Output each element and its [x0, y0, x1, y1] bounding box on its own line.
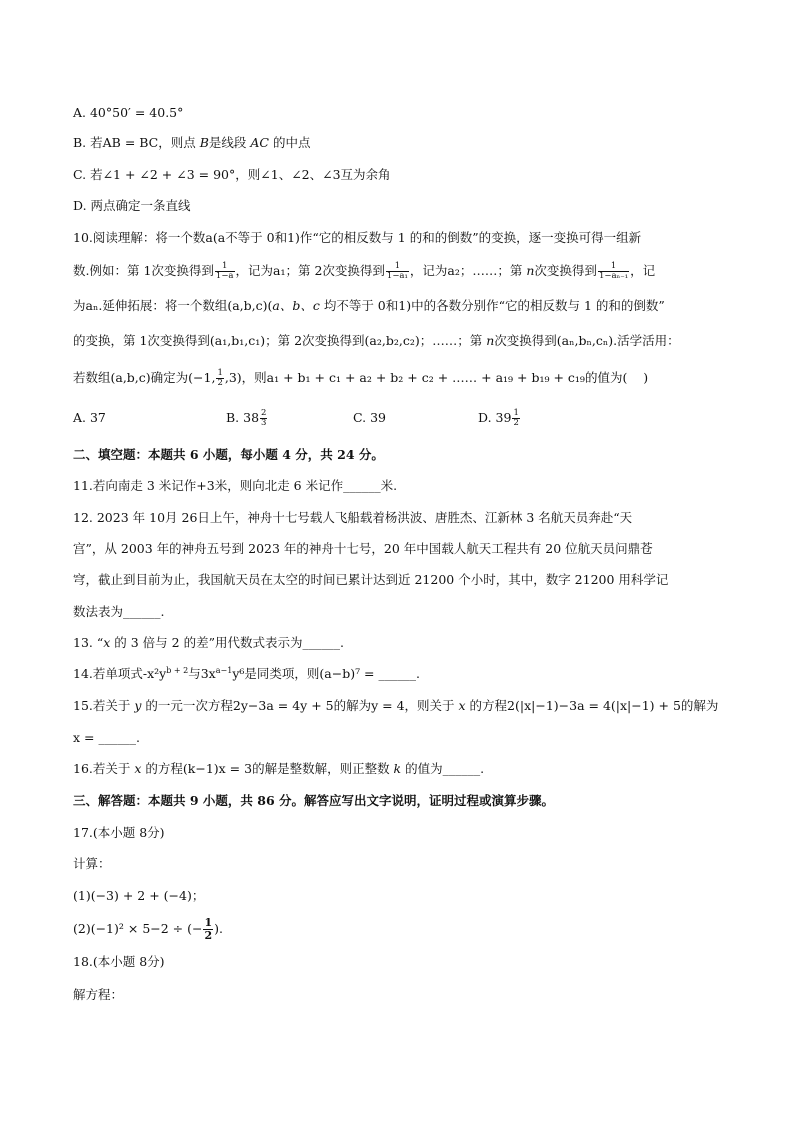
numerator: 1: [217, 368, 223, 378]
italic-var: a、b、c: [272, 298, 320, 313]
numerator: 1: [215, 262, 235, 272]
italic-var: n: [486, 333, 495, 348]
text: 为aₙ.延伸拓展：将一个数组(a,b,c)(: [73, 298, 273, 313]
text: ,3)，则a₁ + b₁ + c₁ + a₂ + b₂ + c₂ + …… + a₁₉ + b₁₉ + c₁₉的值为( ): [224, 370, 649, 385]
text: 与3x: [188, 666, 216, 681]
text: 的中点: [269, 135, 311, 150]
numerator: 1: [513, 408, 519, 418]
q15-line-2: x = ______.: [73, 730, 140, 745]
q10-line-1: 10.阅读理解：将一个数a(a不等于 0和1)作“它的相反数与 1 的和的倒数”的变换，逐一变换可得一组新: [73, 230, 642, 245]
italic-var: B: [199, 135, 209, 150]
text: 的变换，第 1次变换得到(a₁,b₁,c₁)；第 2次变换得到(a₂,b₂,c₂)；……；第: [73, 333, 487, 348]
text: 次变换得到(aₙ,bₙ,cₙ).活学活用：: [494, 333, 680, 348]
text: 13. “: [73, 635, 104, 650]
fraction: [386, 262, 409, 281]
q10-line-5: [73, 367, 648, 389]
exponent: a−1: [215, 666, 233, 675]
q9-option-d: D. 两点确定一条直线: [73, 198, 191, 213]
q16: [73, 758, 484, 780]
q10-option-a: A. 37: [73, 410, 106, 425]
section-2-heading: 二、填空题：本题共 6 小题，每小题 4 分，共 24 分。: [73, 447, 384, 462]
q10-option-b: [226, 407, 268, 429]
text: 均不等于 0和1)中的各数分别作“它的相反数与 1 的和的倒数”: [319, 298, 665, 313]
denominator: 2: [204, 929, 213, 942]
text: (2)(−1)² × 5−2 ÷ (−: [73, 921, 203, 936]
fraction: [203, 917, 213, 942]
q15-line-1: [73, 695, 718, 717]
text: B. 38: [226, 410, 260, 425]
text: 的方程2(|x|−1)−3a = 4(|x|−1) + 5的解为: [465, 698, 719, 713]
text: ).: [214, 921, 223, 936]
text: 若数组(a,b,c)确定为(−1,: [73, 370, 216, 385]
q10-line-2: [73, 260, 655, 282]
q18-prompt: 解方程：: [73, 987, 124, 1002]
denominator: 2: [513, 418, 519, 428]
text: B. 若AB = BC，则点: [73, 135, 200, 150]
q17-title: 17.(本小题 8分): [73, 825, 165, 840]
italic-var: AC: [250, 135, 269, 150]
text: 的 3 倍与 2 的差”用代数式表示为______.: [110, 635, 344, 650]
q12-line-2: 宫”，从 2003 年的神舟五号到 2023 年的神舟十七号，20 年中国载人航天工程共有 20 位航天员问鼎苍: [73, 541, 653, 556]
q9-option-b: [73, 132, 310, 154]
numerator: 1: [386, 262, 409, 272]
italic-var: x: [134, 761, 142, 776]
q17-prompt: 计算：: [73, 856, 111, 871]
denominator: 2: [217, 378, 223, 388]
q13: [73, 632, 344, 654]
text: D. 39: [478, 410, 512, 425]
italic-var: x: [103, 635, 111, 650]
denominator: 1−a: [215, 271, 234, 281]
q12-line-4: 数法表为______.: [73, 604, 165, 619]
q18-title: 18.(本小题 8分): [73, 954, 165, 969]
denominator: 3: [261, 418, 267, 428]
italic-var: y: [134, 698, 142, 713]
text: 次变换得到: [534, 263, 597, 278]
fraction: [215, 262, 235, 281]
italic-var: k: [393, 761, 402, 776]
q10-option-c: C. 39: [353, 410, 386, 425]
fraction: [598, 262, 629, 281]
denominator: 1−aₙ₋₁: [598, 271, 629, 281]
q10-line-3: [73, 295, 665, 317]
text: ，记为a₁；第 2次变换得到: [235, 263, 385, 278]
q9-option-a: A. 40°50′ = 40.5°: [73, 105, 184, 120]
italic-var: x: [458, 698, 466, 713]
q17-part-2: [73, 916, 223, 942]
text: ，记为a₂；……；第: [409, 263, 527, 278]
q10-option-d: [478, 407, 521, 429]
q10-line-4: [73, 330, 680, 352]
text: 的方程(k−1)x = 3的解是整数解，则正整数: [141, 761, 394, 776]
text: 16.若关于: [73, 761, 135, 776]
text: y⁶是同类项，则(a−b)⁷ = ______.: [232, 666, 420, 681]
numerator: 2: [261, 408, 267, 418]
q11: 11.若向南走 3 米记作+3米，则向北走 6 米记作______米.: [73, 478, 398, 493]
text: 是线段: [208, 135, 251, 150]
exponent: b + 2: [166, 666, 189, 675]
section-3-heading: 三、解答题：本题共 9 小题，共 86 分。解答应写出文字说明，证明过程或演算步骤。: [73, 793, 555, 808]
fraction: [216, 369, 223, 388]
text: ，记: [630, 263, 656, 278]
italic-var: n: [526, 263, 535, 278]
text: 的一元一次方程2y−3a = 4y + 5的解为y = 4，则关于: [141, 698, 459, 713]
q9-option-c: C. 若∠1 + ∠2 + ∠3 = 90°，则∠1、∠2、∠3互为余角: [73, 167, 391, 182]
text: 数.例如：第 1次变换得到: [73, 263, 214, 278]
q17-part-1: (1)(−3) + 2 + (−4)；: [73, 888, 205, 903]
text: 的值为______.: [401, 761, 485, 776]
text: 15.若关于: [73, 698, 135, 713]
denominator: 1−a₁: [386, 271, 408, 281]
numerator: 1: [204, 916, 213, 929]
q14: [73, 663, 420, 685]
fraction: [260, 409, 267, 428]
q12-line-3: 穹，截止到目前为止，我国航天员在太空的时间已累计达到近 21200 个小时，其中，数字 21200 用科学记: [73, 572, 669, 587]
fraction: [512, 409, 519, 428]
numerator: 1: [598, 262, 629, 272]
q12-line-1: 12. 2023 年 10月 26日上午，神舟十七号载人飞船载着杨洪波、唐胜杰、江新林 3 名航天员奔赴“天: [73, 510, 633, 525]
text: 14.若单项式-x²y: [73, 666, 167, 681]
